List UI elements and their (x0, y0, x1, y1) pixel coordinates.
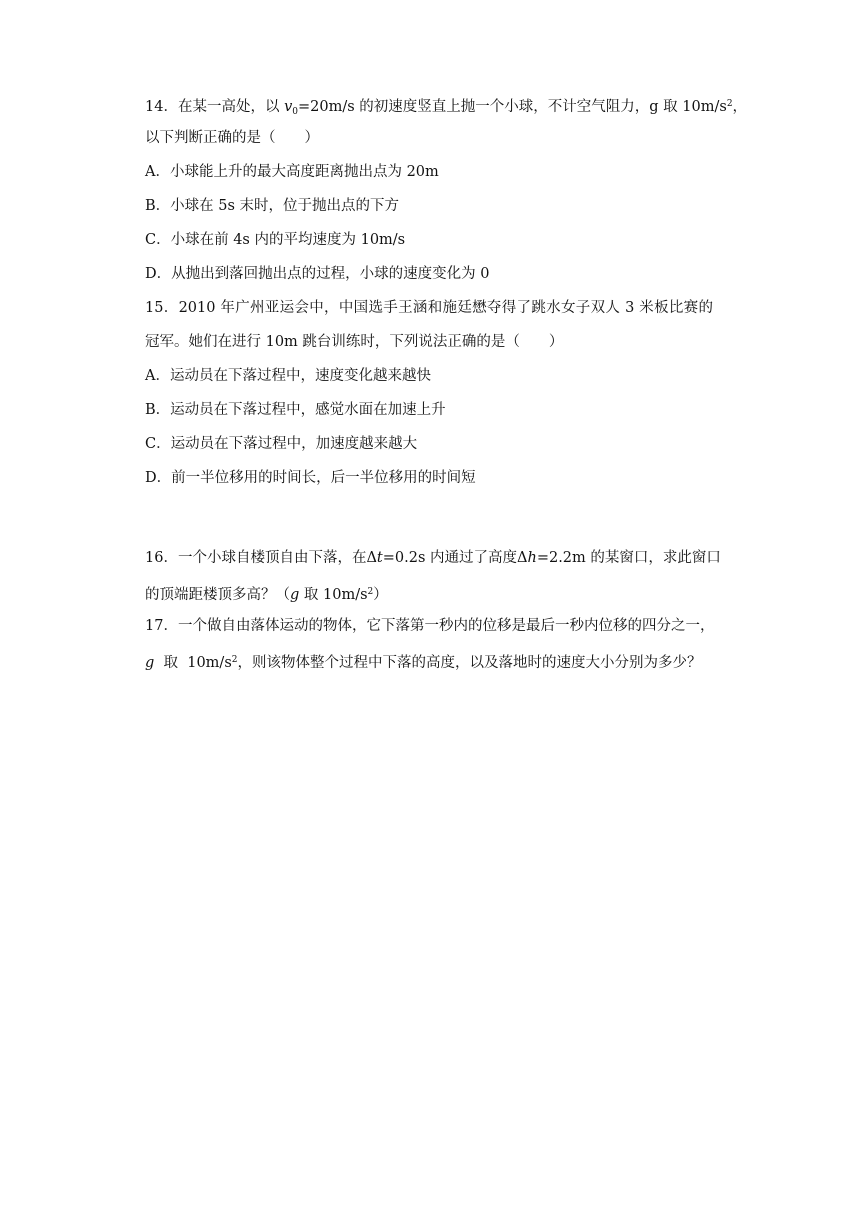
q14-text-b: =20m/s 的初速度竖直上抛一个小球，不计空气阻力，g 取 10m/s (298, 99, 727, 115)
q14-var-v: v (284, 99, 293, 115)
q14-option-b: B．小球在 5s 末时，位于抛出点的下方 (145, 198, 400, 214)
q15-option-b: B．运动员在下落过程中，感觉水面在加速上升 (145, 402, 446, 418)
q17-var-g: g (145, 655, 155, 671)
q16-sup-2: 2 (367, 587, 374, 597)
q14-option-d: D．从抛出到落回抛出点的过程，小球的速度变化为 0 (145, 266, 490, 282)
q16-text-d: 的顶端距楼顶多高？（ (145, 587, 290, 603)
q14-option-c: C．小球在前 4s 内的平均速度为 10m/s (145, 232, 406, 248)
q16-stem-line2 (145, 582, 388, 605)
q17-text-a: 取 10m/s (154, 655, 232, 671)
q14-text-c: ， (732, 99, 748, 115)
q14-sup-2: 2 (726, 99, 733, 109)
q15-option-c: C．运动员在下落过程中，加速度越来越大 (145, 436, 418, 452)
q16-var-g: g (290, 587, 300, 603)
q17-stem-line2 (145, 650, 702, 673)
q14-stem-line1 (145, 94, 748, 122)
q15-stem-line1: 15．2010 年广州亚运会中，中国选手王涵和施廷懋夺得了跳水女子双人 3 米板比赛的 (145, 300, 713, 316)
q14-option-a: A．小球能上升的最大高度距离抛出点为 20m (145, 164, 439, 180)
q16-text-c: =2.2m 的某窗口，求此窗口 (536, 550, 721, 566)
q16-var-h: h (527, 550, 537, 566)
q14-text-a: 14．在某一高处，以 (145, 99, 285, 115)
q14-stem-line2: 以下判断正确的是（ ） (145, 130, 319, 146)
q17-text-b: ，则该物体整个过程中下落的高度，以及落地时的速度大小分别为多少？ (237, 655, 702, 671)
q16-text-e: 取 10m/s (299, 587, 368, 603)
q14-sub-0: 0 (292, 107, 298, 117)
q16-text-b: =0.2s 内通过了高度Δ (382, 550, 528, 566)
q17-stem-line1: 17．一个做自由落体运动的物体，它下落第一秒内的位移是最后一秒内位移的四分之一， (145, 618, 715, 634)
q16-var-t: t (376, 550, 383, 566)
q15-option-d: D．前一半位移用的时间长，后一半位移用的时间短 (145, 470, 476, 486)
q16-stem-line1 (145, 548, 721, 568)
q15-option-a: A．运动员在下落过程中，速度变化越来越快 (145, 368, 431, 384)
q16-text-a: 16．一个小球自楼顶自由下落，在Δ (145, 550, 377, 566)
q17-sup-2: 2 (231, 655, 238, 665)
q15-stem-line2: 冠军。她们在进行 10m 跳台训练时，下列说法正确的是（ ） (145, 334, 564, 350)
q16-text-f: ） (373, 587, 388, 603)
